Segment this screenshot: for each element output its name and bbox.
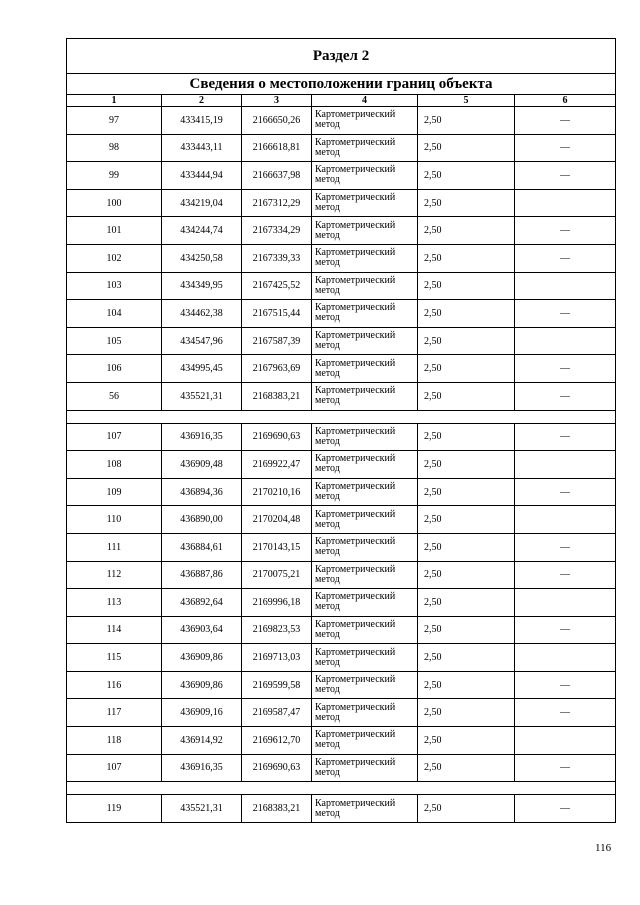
accuracy-cell: 2,50 xyxy=(418,451,515,479)
table-row xyxy=(67,699,616,727)
x-coordinate-cell: 436890,00 xyxy=(162,506,242,534)
x-coordinate-cell: 436914,92 xyxy=(162,727,242,755)
point-number-cell: 99 xyxy=(67,162,162,190)
y-coordinate-cell: 2169612,70 xyxy=(242,727,312,755)
accuracy-cell: 2,50 xyxy=(418,217,515,245)
section-subtitle: Сведения о местоположении границ объекта xyxy=(67,74,616,95)
method-cell: Картометрический метод xyxy=(312,616,418,644)
point-number-cell: 110 xyxy=(67,506,162,534)
separator-cell xyxy=(67,410,616,423)
method-cell: Картометрический метод xyxy=(312,134,418,162)
note-cell: — xyxy=(515,162,616,190)
note-cell xyxy=(515,272,616,300)
x-coordinate-cell: 436909,16 xyxy=(162,699,242,727)
method-cell: Картометрический метод xyxy=(312,589,418,617)
y-coordinate-cell: 2167312,29 xyxy=(242,189,312,217)
column-number: 1 xyxy=(67,95,162,107)
point-number-cell: 115 xyxy=(67,644,162,672)
y-coordinate-cell: 2166637,98 xyxy=(242,162,312,190)
accuracy-cell: 2,50 xyxy=(418,423,515,451)
accuracy-cell: 2,50 xyxy=(418,107,515,135)
point-number-cell: 106 xyxy=(67,355,162,383)
note-cell: — xyxy=(515,561,616,589)
column-number: 6 xyxy=(515,95,616,107)
point-number-cell: 118 xyxy=(67,727,162,755)
group-separator-row xyxy=(67,410,616,423)
boundary-table xyxy=(66,38,616,823)
table-row xyxy=(67,244,616,272)
point-number-cell: 107 xyxy=(67,754,162,782)
method-cell: Картометрический метод xyxy=(312,423,418,451)
note-cell: — xyxy=(515,754,616,782)
note-cell: — xyxy=(515,671,616,699)
method-cell: Картометрический метод xyxy=(312,355,418,383)
section-title: Раздел 2 xyxy=(67,39,616,74)
column-number: 5 xyxy=(418,95,515,107)
point-number-cell: 107 xyxy=(67,423,162,451)
method-cell: Картометрический метод xyxy=(312,561,418,589)
y-coordinate-cell: 2167515,44 xyxy=(242,300,312,328)
table-row xyxy=(67,189,616,217)
note-cell xyxy=(515,727,616,755)
accuracy-cell: 2,50 xyxy=(418,699,515,727)
x-coordinate-cell: 436909,86 xyxy=(162,671,242,699)
accuracy-cell: 2,50 xyxy=(418,671,515,699)
table-row xyxy=(67,162,616,190)
column-number: 4 xyxy=(312,95,418,107)
table-row xyxy=(67,272,616,300)
method-cell: Картометрический метод xyxy=(312,107,418,135)
accuracy-cell: 2,50 xyxy=(418,327,515,355)
accuracy-cell: 2,50 xyxy=(418,506,515,534)
note-cell xyxy=(515,506,616,534)
y-coordinate-cell: 2169599,58 xyxy=(242,671,312,699)
point-number-cell: 111 xyxy=(67,533,162,561)
document-page xyxy=(66,38,615,823)
accuracy-cell: 2,50 xyxy=(418,478,515,506)
group-separator-row xyxy=(67,782,616,795)
point-number-cell: 108 xyxy=(67,451,162,479)
x-coordinate-cell: 435521,31 xyxy=(162,795,242,823)
method-cell: Картометрический метод xyxy=(312,272,418,300)
method-cell: Картометрический метод xyxy=(312,244,418,272)
point-number-cell: 109 xyxy=(67,478,162,506)
y-coordinate-cell: 2167425,52 xyxy=(242,272,312,300)
table-row xyxy=(67,300,616,328)
y-coordinate-cell: 2170143,15 xyxy=(242,533,312,561)
x-coordinate-cell: 434547,96 xyxy=(162,327,242,355)
x-coordinate-cell: 434462,38 xyxy=(162,300,242,328)
note-cell: — xyxy=(515,478,616,506)
x-coordinate-cell: 434250,58 xyxy=(162,244,242,272)
x-coordinate-cell: 433415,19 xyxy=(162,107,242,135)
column-number-row xyxy=(67,95,616,107)
column-number: 2 xyxy=(162,95,242,107)
note-cell: — xyxy=(515,300,616,328)
table-row xyxy=(67,561,616,589)
accuracy-cell: 2,50 xyxy=(418,382,515,410)
method-cell: Картометрический метод xyxy=(312,217,418,245)
y-coordinate-cell: 2167587,39 xyxy=(242,327,312,355)
point-number-cell: 116 xyxy=(67,671,162,699)
method-cell: Картометрический метод xyxy=(312,327,418,355)
accuracy-cell: 2,50 xyxy=(418,162,515,190)
y-coordinate-cell: 2169587,47 xyxy=(242,699,312,727)
accuracy-cell: 2,50 xyxy=(418,533,515,561)
x-coordinate-cell: 436887,86 xyxy=(162,561,242,589)
note-cell: — xyxy=(515,533,616,561)
accuracy-cell: 2,50 xyxy=(418,589,515,617)
point-number-cell: 113 xyxy=(67,589,162,617)
table-row xyxy=(67,533,616,561)
y-coordinate-cell: 2169996,18 xyxy=(242,589,312,617)
table-row xyxy=(67,754,616,782)
accuracy-cell: 2,50 xyxy=(418,244,515,272)
note-cell: — xyxy=(515,217,616,245)
x-coordinate-cell: 436894,36 xyxy=(162,478,242,506)
table-row xyxy=(67,506,616,534)
y-coordinate-cell: 2167339,33 xyxy=(242,244,312,272)
page-number: 116 xyxy=(595,842,612,854)
point-number-cell: 101 xyxy=(67,217,162,245)
table-row xyxy=(67,727,616,755)
table-row xyxy=(67,355,616,383)
x-coordinate-cell: 434349,95 xyxy=(162,272,242,300)
note-cell: — xyxy=(515,616,616,644)
point-number-cell: 117 xyxy=(67,699,162,727)
note-cell xyxy=(515,589,616,617)
accuracy-cell: 2,50 xyxy=(418,616,515,644)
x-coordinate-cell: 436916,35 xyxy=(162,423,242,451)
point-number-cell: 112 xyxy=(67,561,162,589)
method-cell: Картометрический метод xyxy=(312,727,418,755)
note-cell xyxy=(515,327,616,355)
accuracy-cell: 2,50 xyxy=(418,754,515,782)
method-cell: Картометрический метод xyxy=(312,644,418,672)
y-coordinate-cell: 2166618,81 xyxy=(242,134,312,162)
point-number-cell: 114 xyxy=(67,616,162,644)
note-cell: — xyxy=(515,244,616,272)
accuracy-cell: 2,50 xyxy=(418,644,515,672)
y-coordinate-cell: 2169690,63 xyxy=(242,754,312,782)
y-coordinate-cell: 2170204,48 xyxy=(242,506,312,534)
accuracy-cell: 2,50 xyxy=(418,272,515,300)
x-coordinate-cell: 436909,86 xyxy=(162,644,242,672)
point-number-cell: 100 xyxy=(67,189,162,217)
method-cell: Картометрический метод xyxy=(312,699,418,727)
y-coordinate-cell: 2169922,47 xyxy=(242,451,312,479)
method-cell: Картометрический метод xyxy=(312,754,418,782)
accuracy-cell: 2,50 xyxy=(418,134,515,162)
table-row xyxy=(67,644,616,672)
note-cell xyxy=(515,189,616,217)
method-cell: Картометрический метод xyxy=(312,478,418,506)
x-coordinate-cell: 436916,35 xyxy=(162,754,242,782)
note-cell: — xyxy=(515,699,616,727)
table-row xyxy=(67,327,616,355)
x-coordinate-cell: 434244,74 xyxy=(162,217,242,245)
table-row xyxy=(67,478,616,506)
y-coordinate-cell: 2168383,21 xyxy=(242,382,312,410)
table-row xyxy=(67,589,616,617)
note-cell: — xyxy=(515,107,616,135)
x-coordinate-cell: 436909,48 xyxy=(162,451,242,479)
method-cell: Картометрический метод xyxy=(312,795,418,823)
note-cell xyxy=(515,644,616,672)
accuracy-cell: 2,50 xyxy=(418,300,515,328)
accuracy-cell: 2,50 xyxy=(418,355,515,383)
note-cell: — xyxy=(515,382,616,410)
y-coordinate-cell: 2169713,03 xyxy=(242,644,312,672)
point-number-cell: 56 xyxy=(67,382,162,410)
method-cell: Картометрический метод xyxy=(312,162,418,190)
y-coordinate-cell: 2169690,63 xyxy=(242,423,312,451)
table-row xyxy=(67,671,616,699)
point-number-cell: 97 xyxy=(67,107,162,135)
table-row xyxy=(67,382,616,410)
column-number: 3 xyxy=(242,95,312,107)
note-cell xyxy=(515,451,616,479)
note-cell: — xyxy=(515,423,616,451)
table-row xyxy=(67,451,616,479)
method-cell: Картометрический метод xyxy=(312,506,418,534)
table-row xyxy=(67,423,616,451)
method-cell: Картометрический метод xyxy=(312,451,418,479)
accuracy-cell: 2,50 xyxy=(418,189,515,217)
point-number-cell: 105 xyxy=(67,327,162,355)
method-cell: Картометрический метод xyxy=(312,189,418,217)
method-cell: Картометрический метод xyxy=(312,533,418,561)
method-cell: Картометрический метод xyxy=(312,382,418,410)
x-coordinate-cell: 434219,04 xyxy=(162,189,242,217)
x-coordinate-cell: 435521,31 xyxy=(162,382,242,410)
note-cell: — xyxy=(515,795,616,823)
note-cell: — xyxy=(515,134,616,162)
method-cell: Картометрический метод xyxy=(312,671,418,699)
y-coordinate-cell: 2168383,21 xyxy=(242,795,312,823)
x-coordinate-cell: 433443,11 xyxy=(162,134,242,162)
x-coordinate-cell: 434995,45 xyxy=(162,355,242,383)
accuracy-cell: 2,50 xyxy=(418,795,515,823)
x-coordinate-cell: 436892,64 xyxy=(162,589,242,617)
x-coordinate-cell: 436903,64 xyxy=(162,616,242,644)
table-row xyxy=(67,616,616,644)
table-row xyxy=(67,107,616,135)
point-number-cell: 119 xyxy=(67,795,162,823)
y-coordinate-cell: 2166650,26 xyxy=(242,107,312,135)
y-coordinate-cell: 2169823,53 xyxy=(242,616,312,644)
point-number-cell: 102 xyxy=(67,244,162,272)
table-row xyxy=(67,217,616,245)
point-number-cell: 98 xyxy=(67,134,162,162)
point-number-cell: 104 xyxy=(67,300,162,328)
y-coordinate-cell: 2170075,21 xyxy=(242,561,312,589)
note-cell: — xyxy=(515,355,616,383)
separator-cell xyxy=(67,782,616,795)
table-row xyxy=(67,134,616,162)
point-number-cell: 103 xyxy=(67,272,162,300)
method-cell: Картометрический метод xyxy=(312,300,418,328)
y-coordinate-cell: 2167963,69 xyxy=(242,355,312,383)
y-coordinate-cell: 2170210,16 xyxy=(242,478,312,506)
accuracy-cell: 2,50 xyxy=(418,561,515,589)
x-coordinate-cell: 433444,94 xyxy=(162,162,242,190)
table-row xyxy=(67,795,616,823)
y-coordinate-cell: 2167334,29 xyxy=(242,217,312,245)
accuracy-cell: 2,50 xyxy=(418,727,515,755)
x-coordinate-cell: 436884,61 xyxy=(162,533,242,561)
